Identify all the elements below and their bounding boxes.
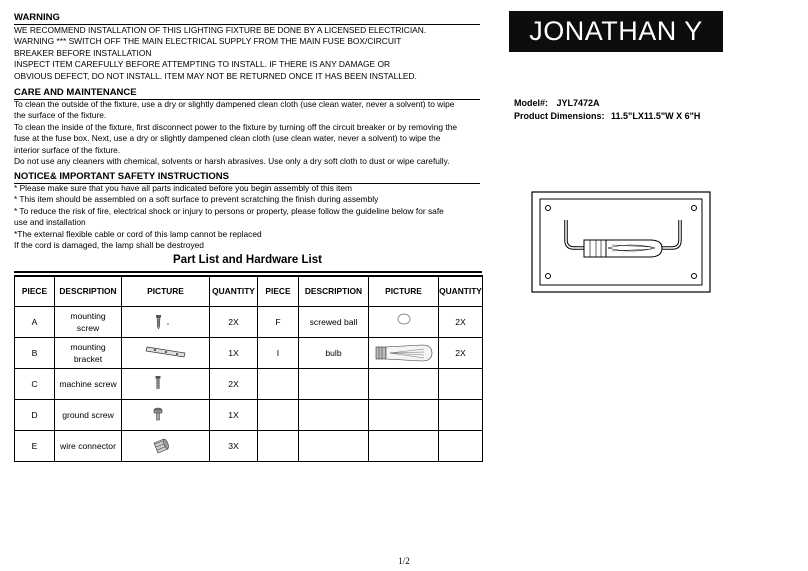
model-value: JYL7472A — [556, 98, 600, 108]
parts-table — [14, 275, 483, 462]
piece-cell: I — [258, 337, 299, 368]
safety-text — [14, 183, 444, 251]
quantity-cell: 3X — [210, 430, 258, 461]
piece-cell: C — [15, 368, 55, 399]
description-cell: machine screw — [55, 368, 122, 399]
care-text — [14, 99, 457, 167]
description-cell: wire connector — [55, 430, 122, 461]
safety-line: * Please make sure that you have all parts indicated before you begin assembly of this item — [14, 183, 352, 193]
header-description: DESCRIPTION — [55, 276, 122, 306]
parts-title-divider — [14, 271, 482, 273]
piece-cell: B — [15, 337, 55, 368]
header-piece: PIECE — [258, 276, 299, 306]
mounting-screw-icon — [146, 312, 186, 332]
care-line: To clean the inside of the fixture, first disconnect power to the fixture by turning off the circuit breaker or by removing the — [14, 121, 458, 132]
table-row — [15, 368, 483, 399]
bulb-icon — [372, 341, 436, 365]
table-row — [15, 399, 483, 430]
piece-cell: D — [15, 399, 55, 430]
wire-connector-icon — [146, 435, 186, 457]
description-cell: mounting bracket — [55, 337, 122, 368]
header-picture: PICTURE — [369, 276, 439, 306]
care-line: To clean the outside of the fixture, use a dry or slightly dampened clean cloth (use clean water, never a solvent) to wipe — [14, 99, 455, 109]
piece-cell — [258, 430, 299, 461]
picture-cell — [122, 368, 210, 399]
parts-title: Part List and Hardware List — [173, 254, 322, 266]
header-quantity: QUANTITY — [439, 276, 483, 306]
machine-screw-icon — [146, 374, 186, 394]
picture-cell — [122, 430, 210, 461]
description-cell: screwed ball — [299, 306, 369, 337]
mounting-bracket-icon — [141, 343, 191, 363]
description-cell — [299, 368, 369, 399]
header-piece: PIECE — [15, 276, 55, 306]
quantity-cell: 1X — [210, 399, 258, 430]
description-cell: ground screw — [55, 399, 122, 430]
picture-cell — [122, 306, 210, 337]
quantity-cell — [439, 430, 483, 461]
header-description: DESCRIPTION — [299, 276, 369, 306]
care-line: fuse at the fuse box. Next, use a dry or slightly dampened clean cloth (use clean water, never a solvent) to wipe the — [14, 133, 441, 144]
piece-cell: F — [258, 306, 299, 337]
quantity-cell: 2X — [210, 368, 258, 399]
dimensions-label: Product Dimensions: — [514, 111, 605, 121]
care-heading: CARE AND MAINTENANCE — [14, 87, 480, 100]
picture-cell — [369, 306, 439, 337]
description-cell — [299, 399, 369, 430]
piece-cell: E — [15, 430, 55, 461]
safety-line: * To reduce the risk of fire, electrical shock or injury to persons or property, please follow the guideline below for safe — [14, 205, 444, 216]
picture-cell — [369, 399, 439, 430]
safety-heading: NOTICE& IMPORTANT SAFETY INSTRUCTIONS — [14, 171, 480, 184]
header-quantity: QUANTITY — [210, 276, 258, 306]
page-number: 1/2 — [398, 556, 410, 566]
product-info — [514, 97, 700, 123]
quantity-cell: 2X — [439, 306, 483, 337]
description-cell: mounting screw — [55, 306, 122, 337]
quantity-cell — [439, 399, 483, 430]
picture-cell — [369, 430, 439, 461]
safety-line: If the cord is damaged, the lamp shall be destroyed — [14, 240, 204, 251]
care-line: the surface of the fixture. — [14, 110, 107, 121]
warning-line: INSPECT ITEM CAREFULLY BEFORE ATTEMPTING TO INSTALL. IF THERE IS ANY DAMAGE OR — [14, 59, 391, 70]
warning-line: WARNING *** SWITCH OFF THE MAIN ELECTRICAL SUPPLY FROM THE MAIN FUSE BOX/CIRCUIT — [14, 36, 402, 47]
description-cell — [299, 430, 369, 461]
model-row — [514, 97, 700, 110]
warning-line: WE RECOMMEND INSTALLATION OF THIS LIGHTING FIXTURE BE DONE BY A LICENSED ELECTRICIAN. — [14, 25, 427, 35]
screwed-ball-icon — [384, 312, 424, 332]
piece-cell — [258, 399, 299, 430]
safety-line: *The external flexible cable or cord of this lamp cannot be replaced — [14, 228, 262, 239]
quantity-cell: 2X — [439, 337, 483, 368]
dimensions-value: 11.5"LX11.5"W X 6"H — [611, 111, 701, 121]
picture-cell — [369, 337, 439, 368]
picture-cell — [122, 399, 210, 430]
dimensions-row — [514, 110, 700, 123]
warning-line: OBVIOUS DEFECT, DO NOT INSTALL. ITEM MAY NOT BE RETURNED ONCE IT HAS BEEN INSTALLED. — [14, 70, 417, 81]
piece-cell — [258, 368, 299, 399]
picture-cell — [369, 368, 439, 399]
ground-screw-icon — [146, 405, 186, 425]
model-label: Model#: — [514, 98, 549, 108]
safety-line: use and installation — [14, 217, 86, 228]
brand-logo: JONATHAN Y — [509, 11, 723, 52]
table-row — [15, 337, 483, 368]
piece-cell: A — [15, 306, 55, 337]
warning-heading: WARNING — [14, 12, 480, 25]
quantity-cell: 1X — [210, 337, 258, 368]
description-cell: bulb — [299, 337, 369, 368]
parts-header-row — [15, 276, 483, 306]
warning-line: BREAKER BEFORE INSTALLATION — [14, 47, 152, 58]
header-picture: PICTURE — [122, 276, 210, 306]
care-line: Do not use any cleaners with chemical, solvents or harsh abrasives. Use only a dry soft cloth to dust or wipe carefully. — [14, 156, 450, 167]
care-line: interior surface of the fixture. — [14, 144, 121, 155]
fixture-illustration — [530, 190, 712, 295]
table-row — [15, 430, 483, 461]
table-row — [15, 306, 483, 337]
quantity-cell — [439, 368, 483, 399]
safety-line: * This item should be assembled on a soft surface to prevent scratching the finish during assembly — [14, 194, 379, 205]
picture-cell — [122, 337, 210, 368]
quantity-cell: 2X — [210, 306, 258, 337]
warning-text — [14, 25, 426, 82]
